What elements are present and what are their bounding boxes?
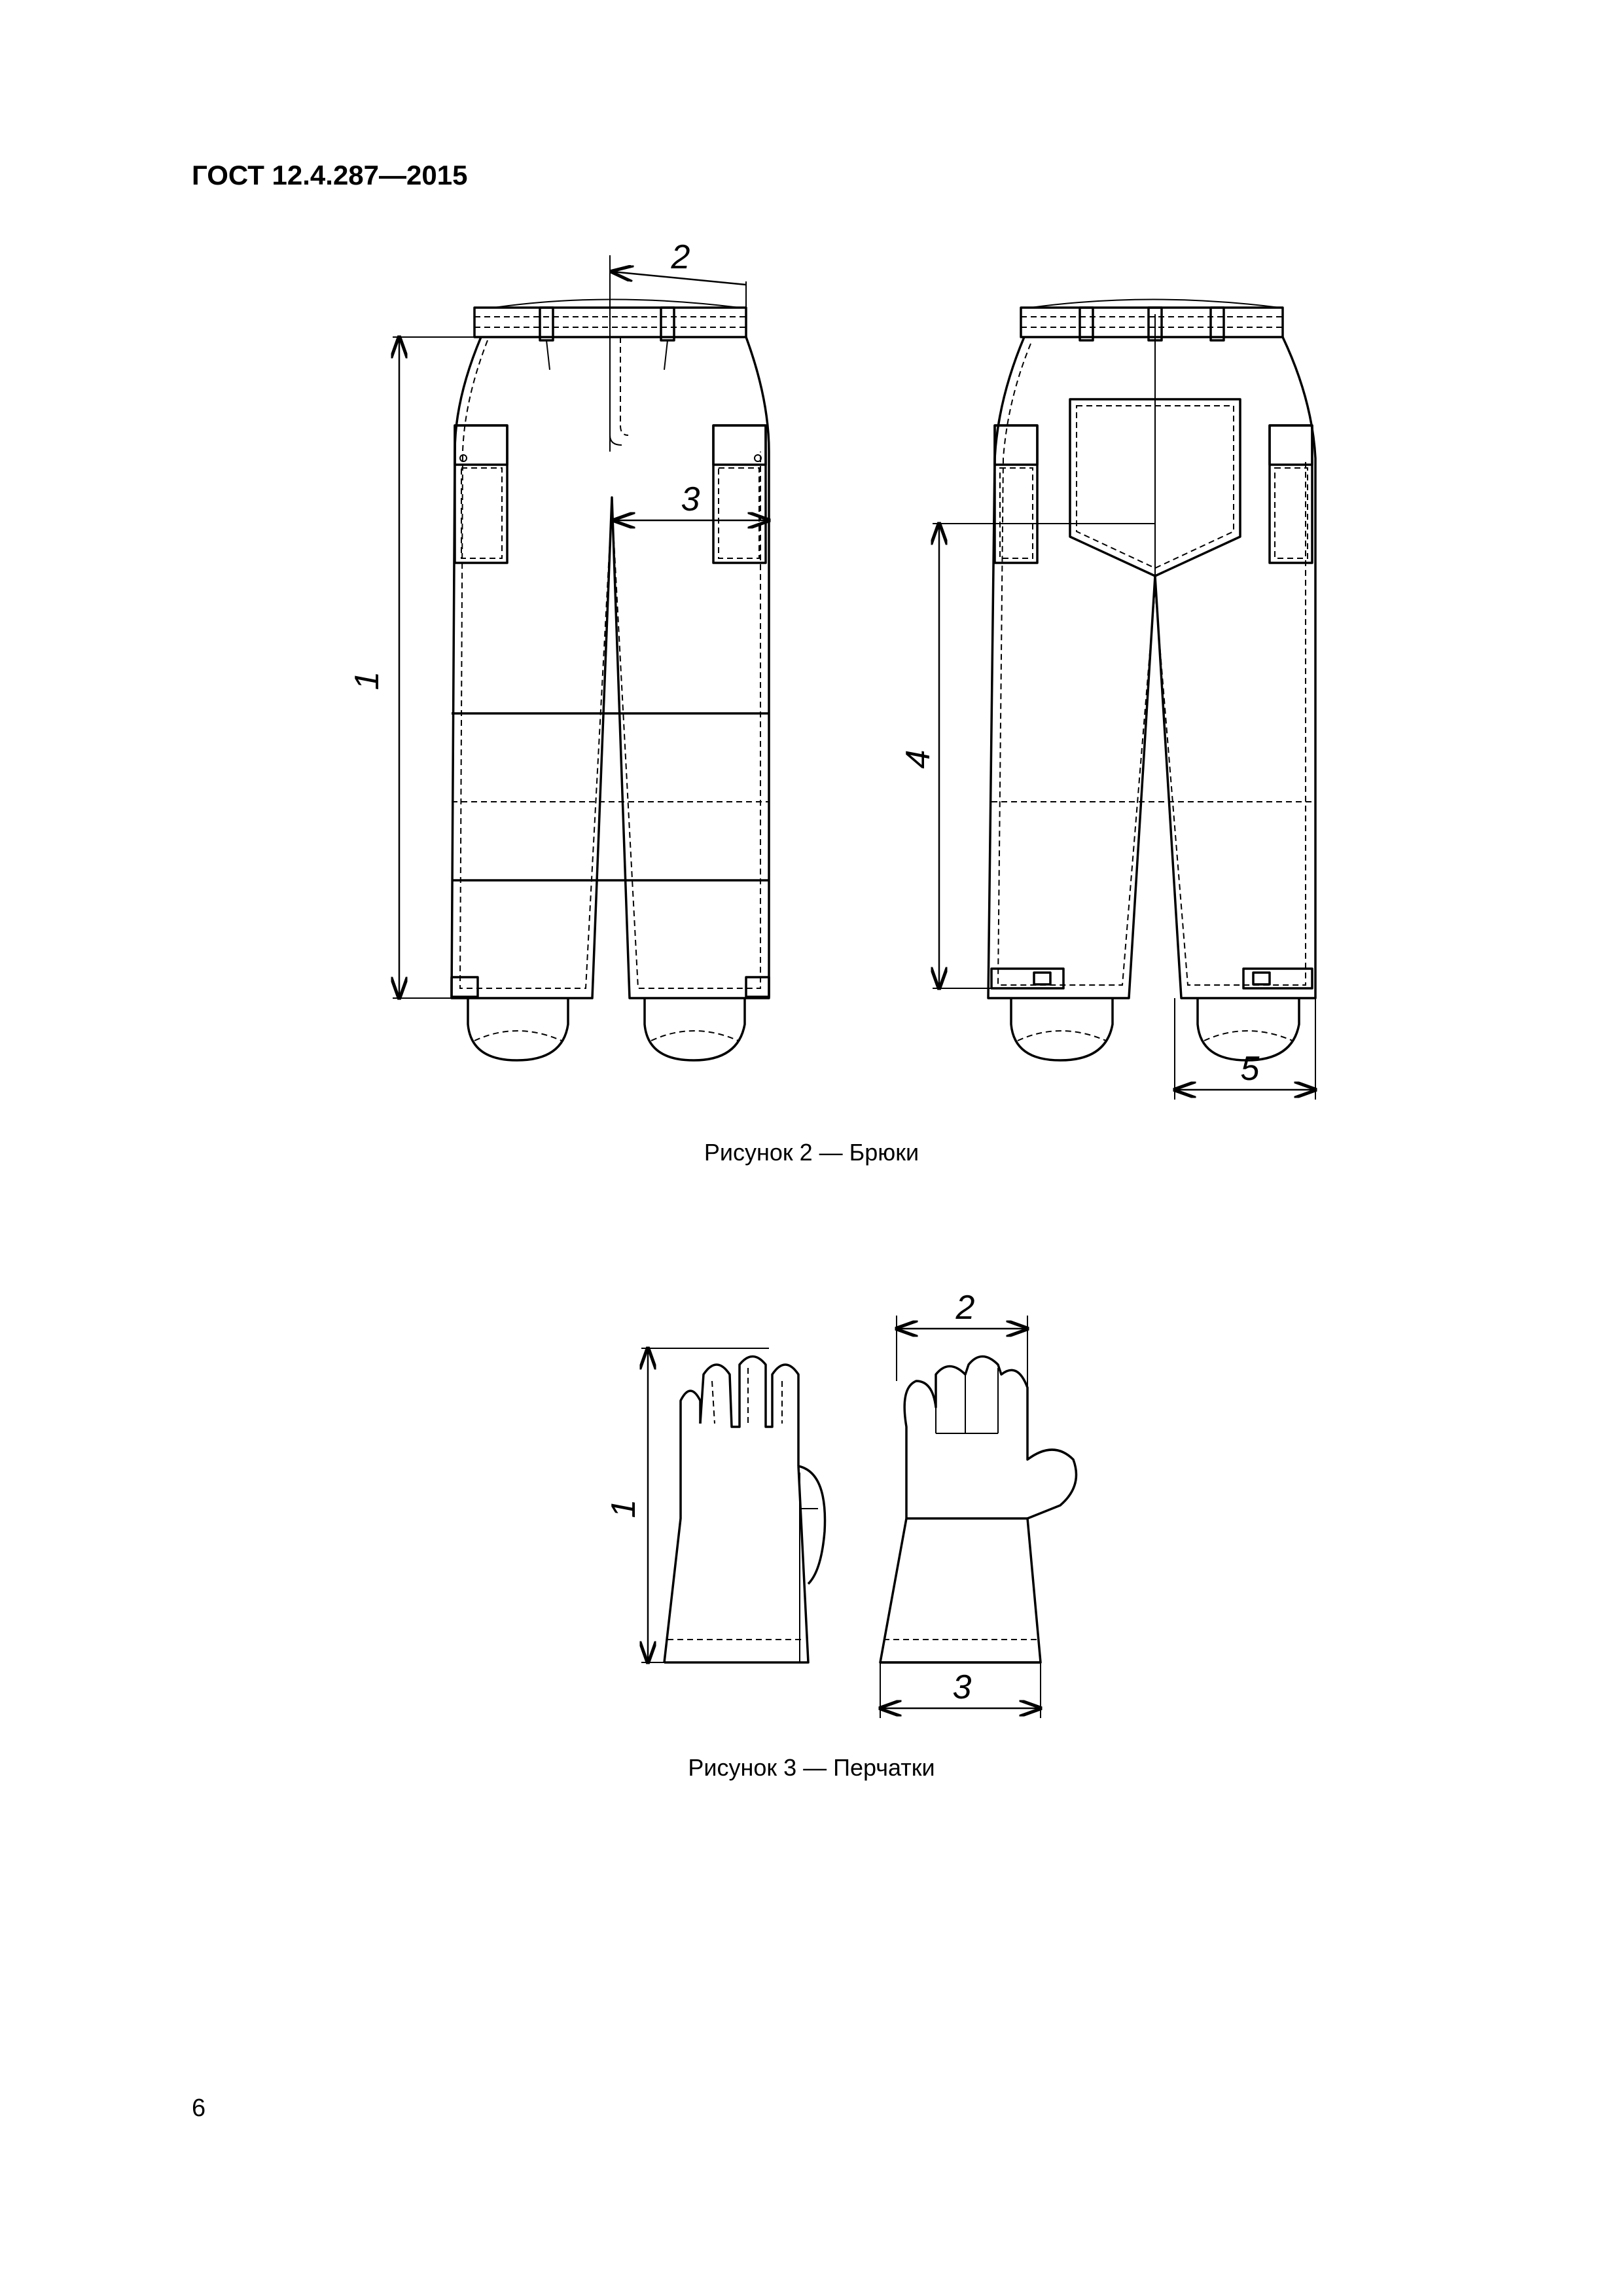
dim-label-3: 3 [681,480,700,518]
glove-side-view [605,1348,825,1662]
document-code-header: ГОСТ 12.4.287—2015 [192,160,468,190]
glove-dim-label-1: 1 [605,1499,643,1518]
dim-label-5: 5 [1240,1050,1260,1088]
page-number: 6 [192,2094,206,2122]
glove-dim-label-2: 2 [955,1289,975,1327]
dim-label-4: 4 [899,749,937,769]
dim-label-2: 2 [671,238,690,276]
glove-palm-view [880,1289,1077,1718]
figure-3-caption: Рисунок 3 — Перчатки [688,1754,935,1781]
glove-dim-label-3: 3 [952,1668,972,1706]
dim-label-1: 1 [348,671,386,691]
figure-2-caption: Рисунок 2 — Брюки [704,1139,919,1166]
